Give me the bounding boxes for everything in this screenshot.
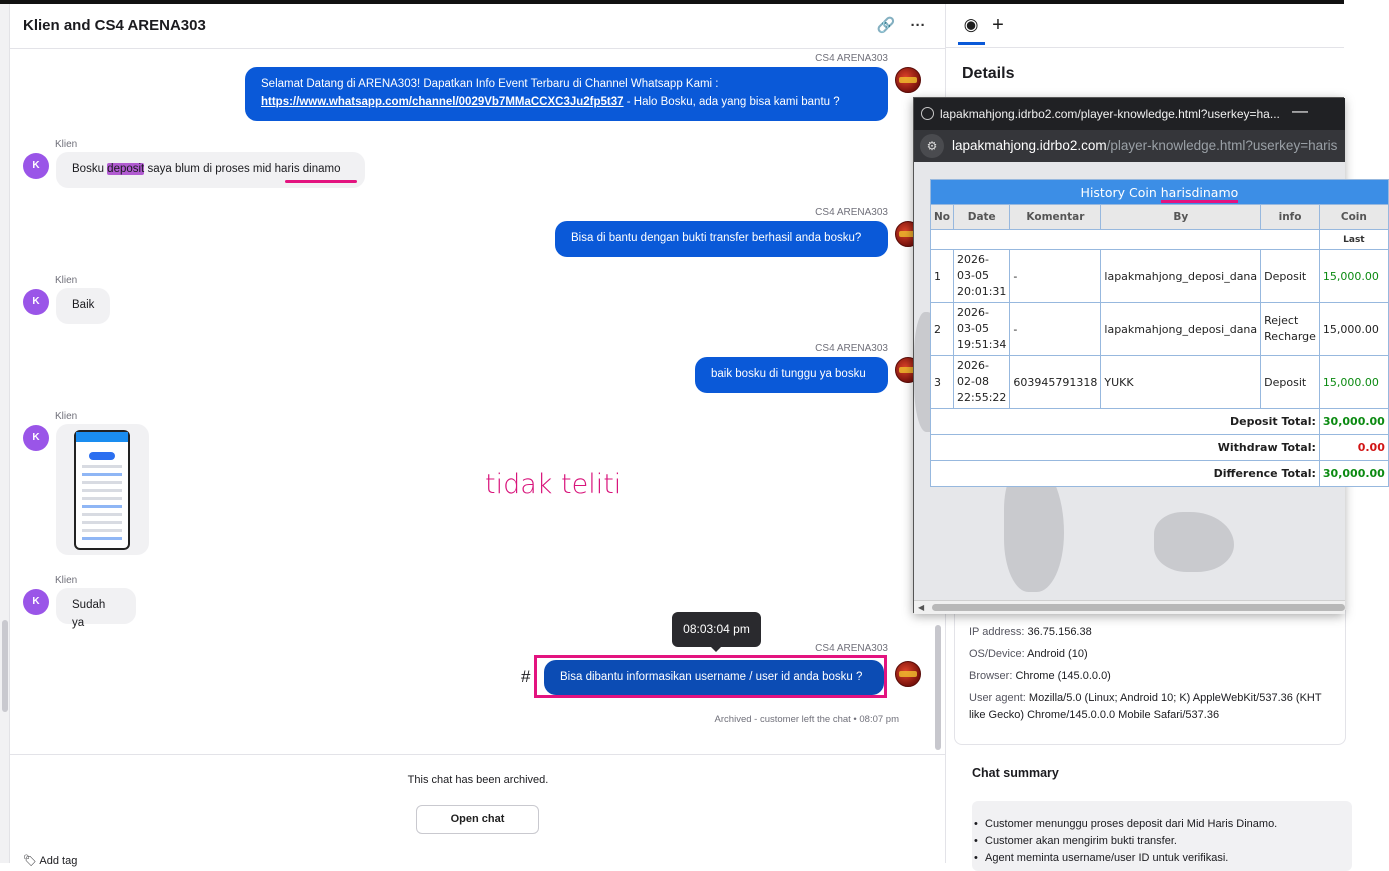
agent-message: baik bosku di tunggu ya bosku (695, 357, 888, 393)
column-header: Date (954, 205, 1010, 230)
site-settings-icon[interactable]: ⚙ (920, 134, 944, 158)
difference-total-row: Difference Total: 30,000.00 (931, 461, 1389, 487)
add-tag-label: Add tag (39, 855, 78, 867)
sender-name: Klien (55, 575, 78, 586)
popup-address-bar[interactable] (914, 130, 1345, 162)
column-subheader: Last (1319, 230, 1388, 250)
user-agent-row-cont: like Gecko) Chrome/145.0.0.0 Mobile Safari/537.36 (969, 709, 1220, 721)
client-avatar: K (23, 289, 49, 315)
archived-note: Archived - customer left the chat • 08:07 pm (714, 714, 899, 725)
column-header: By (1101, 205, 1261, 230)
scrollbar-thumb[interactable] (935, 625, 941, 750)
more-icon[interactable]: ··· (910, 17, 926, 34)
message-text: - Halo Bosku, ada yang bisa kami bantu ? (623, 96, 840, 108)
sender-name: CS4 ARENA303 (815, 343, 888, 354)
agent-avatar (895, 661, 921, 687)
chat-header (10, 4, 946, 49)
add-tag-button[interactable] (23, 854, 77, 867)
popup-title: lapakmahjong.idrbo2.com/player-knowledge.html?userkey=ha... (940, 107, 1280, 121)
table-title: History Coin harisdinamo (931, 180, 1389, 205)
chat-pane (10, 4, 946, 867)
message-text: Bosku (72, 163, 108, 175)
scrollbar-thumb[interactable] (2, 620, 8, 712)
whatsapp-channel-link[interactable]: https://www.whatsapp.com/channel/0029Vb7MMaCCXC3Ju2fp5t37 (261, 96, 624, 108)
deposit-total-row: Deposit Total: 30,000.00 (931, 409, 1389, 435)
open-chat-button[interactable]: Open chat (416, 805, 539, 834)
scrollbar-thumb[interactable] (932, 604, 1345, 611)
agent-message: Bisa dibantu informasikan username / user id anda bosku ? (544, 660, 884, 695)
sender-name: CS4 ARENA303 (815, 53, 888, 64)
popup-body (914, 162, 1385, 600)
message-text: saya blum di proses mid haris dinamo (144, 163, 341, 175)
visitor-info-card (954, 610, 1346, 745)
highlighted-word: deposit (107, 163, 145, 175)
agent-avatar (895, 67, 921, 93)
details-title: Details (962, 65, 1015, 82)
sender-name: Klien (55, 275, 78, 286)
transfer-receipt-image[interactable] (56, 424, 149, 555)
tag-icon: 🏷 (23, 855, 40, 867)
phone-screenshot-thumbnail (74, 430, 130, 550)
summary-item: • Agent meminta username/user ID untuk verifikasi. (972, 850, 1352, 867)
user-agent-row: User agent: Mozilla/5.0 (Linux; Android 10; K) AppleWebKit/537.36 (KHT (969, 692, 1322, 704)
table-row: 3 2026- 02-08 22:55:22 603945791318 YUKK Deposit 15,000.00 (931, 356, 1389, 409)
history-coin-table (930, 179, 1389, 487)
sender-name: Klien (55, 411, 78, 422)
table-subheader-row (931, 230, 1389, 250)
plus-icon[interactable]: + (992, 14, 1004, 36)
pink-underline-annotation (285, 180, 357, 183)
ip-address-row: IP address: 36.75.156.38 (969, 626, 1092, 638)
summary-item: • Customer menunggu proses deposit dari Mid Haris Dinamo. (972, 816, 1352, 833)
popup-titlebar[interactable] (914, 98, 1345, 130)
popup-horizontal-scrollbar[interactable] (914, 600, 1345, 614)
map-background (1154, 512, 1234, 572)
sender-name: CS4 ARENA303 (815, 207, 888, 218)
active-tab-indicator (958, 42, 985, 45)
agent-message: Bisa di bantu dengan bukti transfer berhasil anda bosku? (555, 221, 888, 257)
client-message: Sudah ya (56, 588, 136, 624)
scroll-left-icon[interactable]: ◀ (918, 603, 925, 612)
chat-summary-title: Chat summary (972, 766, 1059, 780)
archived-message: This chat has been archived. (407, 774, 549, 786)
table-row: 1 2026- 03-05 20:01:31 - lapakmahjong_deposi_dana Deposit 15,000.00 (931, 250, 1389, 303)
summary-item: • Customer akan mengirim bukti transfer. (972, 833, 1352, 850)
details-tabs (946, 4, 1344, 48)
client-avatar: K (23, 425, 49, 451)
column-header: No (931, 205, 954, 230)
link-icon[interactable]: 🔗 (876, 17, 896, 34)
handwritten-annotation: tidak teliti (485, 469, 622, 500)
globe-icon (921, 107, 934, 120)
chat-title: Klien and CS4 ARENA303 (23, 17, 206, 34)
client-avatar: K (23, 589, 49, 615)
message-list (10, 49, 946, 754)
withdraw-total-row: Withdraw Total: 0.00 (931, 435, 1389, 461)
os-device-row: OS/Device: Android (10) (969, 648, 1088, 660)
player-knowledge-popup (913, 97, 1385, 613)
client-avatar: K (23, 153, 49, 179)
user-profile-icon[interactable]: ◉ (963, 15, 979, 34)
timestamp-tooltip: 08:03:04 pm (672, 612, 761, 647)
chat-footer (10, 754, 946, 867)
chat-summary-box (972, 801, 1352, 871)
message-text: Selamat Datang di ARENA303! Dapatkan Info Event Terbaru di Channel Whatsapp Kami : (261, 78, 719, 90)
agent-message (245, 67, 888, 121)
popup-url: lapakmahjong.idrbo2.com/player-knowledge.html?userkey=haris (952, 138, 1338, 153)
column-header: info (1261, 205, 1320, 230)
table-header-row (931, 205, 1389, 230)
minimize-icon[interactable]: — (1292, 103, 1308, 120)
left-scroll-strip[interactable] (0, 4, 10, 863)
client-message: Baik (56, 288, 110, 324)
sender-name: CS4 ARENA303 (815, 643, 888, 654)
column-header: Coin (1319, 205, 1388, 230)
sender-name: Klien (55, 139, 78, 150)
browser-row: Browser: Chrome (145.0.0.0) (969, 670, 1111, 682)
hash-symbol: # (521, 667, 531, 686)
table-row: 2 2026- 03-05 19:51:34 - lapakmahjong_deposi_dana Reject Recharge 15,000.00 (931, 303, 1389, 356)
column-header: Komentar (1010, 205, 1101, 230)
